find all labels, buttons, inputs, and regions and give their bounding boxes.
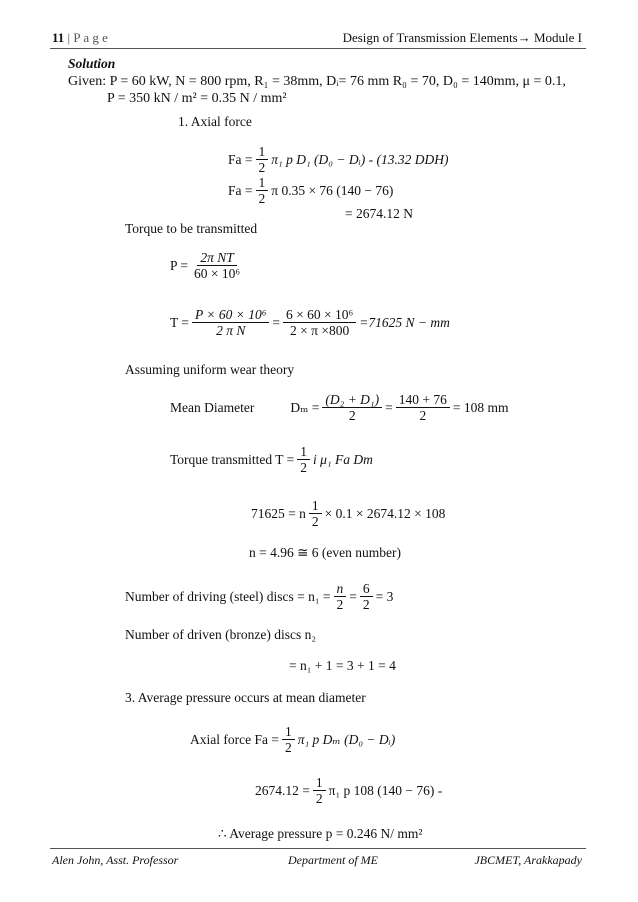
torque-num-2: 6 × 60 × 10⁶ [283, 307, 356, 323]
fraction-den: 2 [315, 791, 323, 806]
torque-eq [170, 307, 450, 338]
dm-result: = 108 mm [452, 399, 509, 415]
p-lhs: P = [170, 257, 188, 273]
fraction-half [256, 175, 269, 206]
given-line-2: P = 350 kN / m² = 0.35 N / mm² [107, 91, 287, 106]
driving-fraction-2 [360, 581, 373, 612]
torque-equals: = [272, 314, 281, 330]
average-pressure-heading: 3. Average pressure occurs at mean diameter [125, 690, 366, 705]
driven-label: Number of driven (bronze) discs n₂ [125, 627, 317, 642]
mean-diameter-eq [170, 392, 509, 423]
power-den: 60 × 10⁶ [194, 266, 241, 281]
page-label: | P a g e [67, 30, 108, 45]
footer-college: JBCMET, Arakkapady [474, 853, 582, 867]
driving-den-1: 2 [336, 597, 344, 612]
driven-result: = n₁ + 1 = 3 + 1 = 4 [289, 658, 396, 673]
fraction-half [282, 724, 295, 755]
eq2-rhs: π 0.35 × 76 (140 − 76) [271, 182, 394, 198]
tt-rhs: i μ₁ Fa Dm [313, 451, 373, 467]
solution-label: Solution [68, 56, 116, 71]
fraction-num: 1 [256, 175, 269, 191]
footer-rule [50, 848, 586, 849]
power-num: 2π NT [197, 250, 236, 266]
torque-fraction-1 [192, 307, 269, 338]
page-number-label [52, 30, 108, 46]
fraction-num: 1 [309, 498, 322, 514]
fraction-den: 2 [258, 160, 266, 175]
tt-label: Torque transmitted T = [170, 451, 295, 467]
driving-den-2: 2 [362, 597, 370, 612]
sub-rhs: π₁ p 108 (140 − 76) - [328, 782, 443, 798]
af-lhs: Axial force Fa = [190, 731, 279, 747]
given-line-1: Given: P = 60 kW, N = 800 rpm, R₁ = 38mm, Dᵢ= 76 mm R₀ = 70, D₀ = 140mm, μ = 0.1, [68, 74, 566, 89]
eq1-lhs: Fa = [228, 151, 253, 167]
dm-den-1: 2 [348, 408, 356, 423]
mean-label: Mean Diameter [170, 399, 255, 415]
power-eq [170, 250, 246, 281]
torque-num-1: P × 60 × 10⁶ [192, 307, 269, 323]
driving-result: = 3 [375, 588, 394, 604]
dm-fraction-2 [396, 392, 450, 423]
fraction-half [256, 144, 269, 175]
axial-force-heading: 1. Axial force [178, 114, 252, 129]
n-solve-eq [251, 498, 445, 529]
power-fraction [191, 250, 243, 281]
fraction-num: 1 [297, 444, 310, 460]
t-lhs: T = [170, 314, 189, 330]
torque-heading: Torque to be transmitted [125, 221, 258, 236]
wear-heading: Assuming uniform wear theory [125, 362, 295, 377]
fraction-half [309, 498, 322, 529]
torque-den-1: 2 π N [216, 323, 246, 338]
fraction-den: 2 [258, 191, 266, 206]
af-rhs: π₁ p Dₘ (D₀ − Dᵢ) [297, 731, 396, 747]
footer-department: Department of ME [288, 853, 378, 867]
torque-transmitted-eq [170, 444, 373, 475]
dm-fraction-1 [322, 392, 382, 423]
driving-num-1: n [334, 581, 347, 597]
pressure-substitution-eq [255, 775, 442, 806]
fraction-num: 1 [313, 775, 326, 791]
n-result: n = 4.96 ≅ 6 (even number) [249, 545, 402, 560]
dm-num-1: (D₂ + D₁) [322, 392, 382, 408]
axial-force-eq-2 [228, 175, 393, 206]
dm-equals: = [385, 399, 393, 415]
fraction-num: 1 [282, 724, 295, 740]
n-eq-lhs: 71625 = n [251, 505, 306, 521]
eq2-lhs: Fa = [228, 182, 253, 198]
fraction-num: 1 [256, 144, 269, 160]
header-rule [50, 48, 586, 49]
axial-force-mean-eq [190, 724, 395, 755]
axial-force-result: = 2674.12 N [345, 206, 413, 221]
torque-result: =71625 N − mm [359, 314, 450, 330]
torque-den-2: 2 × π ×800 [290, 323, 350, 338]
dm-lhs: Dₘ = [290, 399, 320, 415]
fraction-den: 2 [311, 514, 319, 529]
driving-label: Number of driving (steel) discs = n₁ = [125, 588, 331, 604]
sub-lhs: 2674.12 = [255, 782, 310, 798]
n-eq-rhs: × 0.1 × 2674.12 × 108 [324, 505, 446, 521]
dm-num-2: 140 + 76 [396, 392, 450, 408]
fraction-half [313, 775, 326, 806]
page-number: 11 [52, 30, 65, 45]
driving-discs-eq [125, 581, 393, 612]
driving-equals: = [349, 588, 357, 604]
average-pressure-result: ∴ Average pressure p = 0.246 N/ mm² [218, 826, 423, 841]
header-title: Design of Transmission Elements→ Module I [342, 30, 582, 45]
driving-fraction-1 [334, 581, 347, 612]
axial-force-eq-1 [228, 144, 448, 175]
fraction-half [297, 444, 310, 475]
fraction-den: 2 [284, 740, 292, 755]
fraction-den: 2 [300, 460, 308, 475]
eq1-rhs: π₁ p D₁ (D₀ − Dᵢ) - (13.32 DDH) [271, 151, 449, 167]
dm-den-2: 2 [419, 408, 427, 423]
footer-author: Alen John, Asst. Professor [52, 853, 179, 867]
torque-fraction-2 [283, 307, 356, 338]
driving-num-2: 6 [360, 581, 373, 597]
